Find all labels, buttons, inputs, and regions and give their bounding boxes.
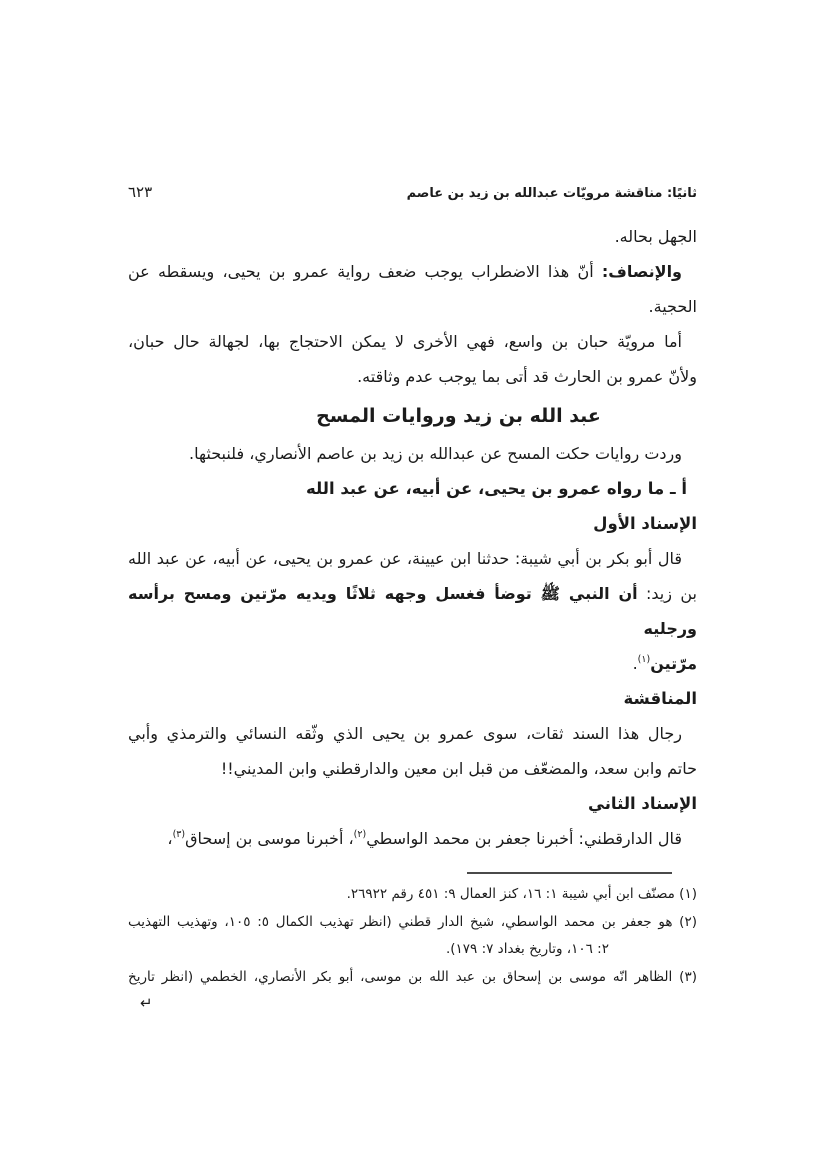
footnotes-section	[128, 881, 697, 1015]
isnad1-normal: بن زيد:	[637, 584, 697, 603]
hadith-bold-end: مرّتين	[650, 654, 697, 673]
paragraph-line: ولأنّ عمرو بن الحارث قد أتى بما يوجب عدم وثاقته.	[357, 367, 697, 386]
footnote-2-line2: ٢: ١٠٦، وتاريخ بغداد ٧: ١٧٩).	[445, 941, 609, 957]
section-heading: عبد الله بن زيد وروايات المسح	[316, 405, 601, 427]
footnote-divider	[467, 872, 672, 874]
paragraph-isnad2	[128, 821, 697, 856]
isnad1-heading: الإسناد الأول	[593, 514, 697, 533]
paragraph-line	[128, 576, 697, 646]
isnad2-heading: الإسناد الثاني	[588, 794, 697, 813]
footnote-ref-3: (٣)	[172, 828, 186, 840]
paragraph-line: قال أبو بكر بن أبي شيبة: حدثنا ابن عيينة، عن عمرو بن يحيى، عن أبيه، عن عبد الله	[128, 549, 682, 568]
paragraph-line: الحجية.	[648, 297, 697, 316]
hadith-bold: أن النبي ﷺ توضأ فغسل وجهه ثلاثًا ويديه مرّتين ومسح برأسه ورجليه	[128, 584, 697, 638]
page-header	[128, 183, 697, 201]
footnote-2-line1: (٢) هو جعفر بن محمد الواسطي، شيخ الدار قطني (انظر تهذيب الكمال ٥: ١٠٥، وتهذيب التهذيب	[128, 913, 697, 930]
footnote-continuation-mark: ↵	[140, 994, 153, 1012]
footnote-ref-2: (٢)	[353, 828, 367, 840]
text-block	[128, 183, 697, 1015]
footnote-3-line1: (٣) الظاهر انّه موسى بن إسحاق بن عبد الله بن موسى، أبو بكر الأنصاري، الخطمي (انظر تاريخ	[128, 968, 697, 985]
insaf-rest: أنّ هذا الاضطراب يوجب ضعف رواية عمرو بن يحيى، ويسقطه عن	[128, 262, 602, 281]
paragraph-intro: وردت روايات حكت المسح عن عبدالله بن زيد بن عاصم الأنصاري، فلنبحثها.	[189, 444, 682, 463]
discussion-heading: المناقشة	[623, 689, 697, 708]
paragraph-line: حاتم وابن سعد، والمضعّف من قبل ابن معين والدارقطني وابن المديني!!	[220, 759, 697, 778]
paragraph-continuation: الجهل بحاله.	[614, 227, 697, 246]
paragraph-line	[128, 646, 697, 681]
sentence-end: .	[632, 654, 638, 673]
paragraph-line	[128, 254, 697, 289]
insaf-lead-bold: والإنصاف:	[601, 262, 682, 281]
isnad2-part1: قال الدارقطني: أخبرنا جعفر بن محمد الواسطي	[366, 829, 682, 848]
paragraph-discussion	[128, 716, 697, 786]
isnad2-part2: ، أخبرنا موسى بن إسحاق	[185, 829, 354, 848]
subheading-a: أ ـ ما رواه عمرو بن يحيى، عن أبيه، عن عبد الله	[306, 479, 687, 498]
running-title: ثانيًا: مناقشة مرويّات عبدالله بن زيد بن عاصم	[406, 186, 697, 201]
paragraph-insaf	[128, 254, 697, 324]
footnote-1: (١) مصنّف ابن أبي شيبة ١: ١٦، كنز العمال ٩: ٤٥١ رقم ٢٦٩٢٢.	[346, 886, 697, 902]
paragraph-line: رجال هذا السند ثقات، سوى عمرو بن يحيى الذي وثّقه النسائي والترمذي وأبي	[128, 724, 682, 743]
paragraph-isnad1	[128, 541, 697, 681]
footnote-ref-1: (١)	[637, 653, 651, 665]
page-number: ٦٢٣	[128, 183, 153, 201]
paragraph-line: أما مرويّة حبان بن واسع، فهي الأخرى لا يمكن الاحتجاج بها، لجهالة حال حبان،	[128, 332, 682, 351]
paragraph-hibban	[128, 324, 697, 394]
isnad2-part3: ،	[167, 829, 173, 848]
